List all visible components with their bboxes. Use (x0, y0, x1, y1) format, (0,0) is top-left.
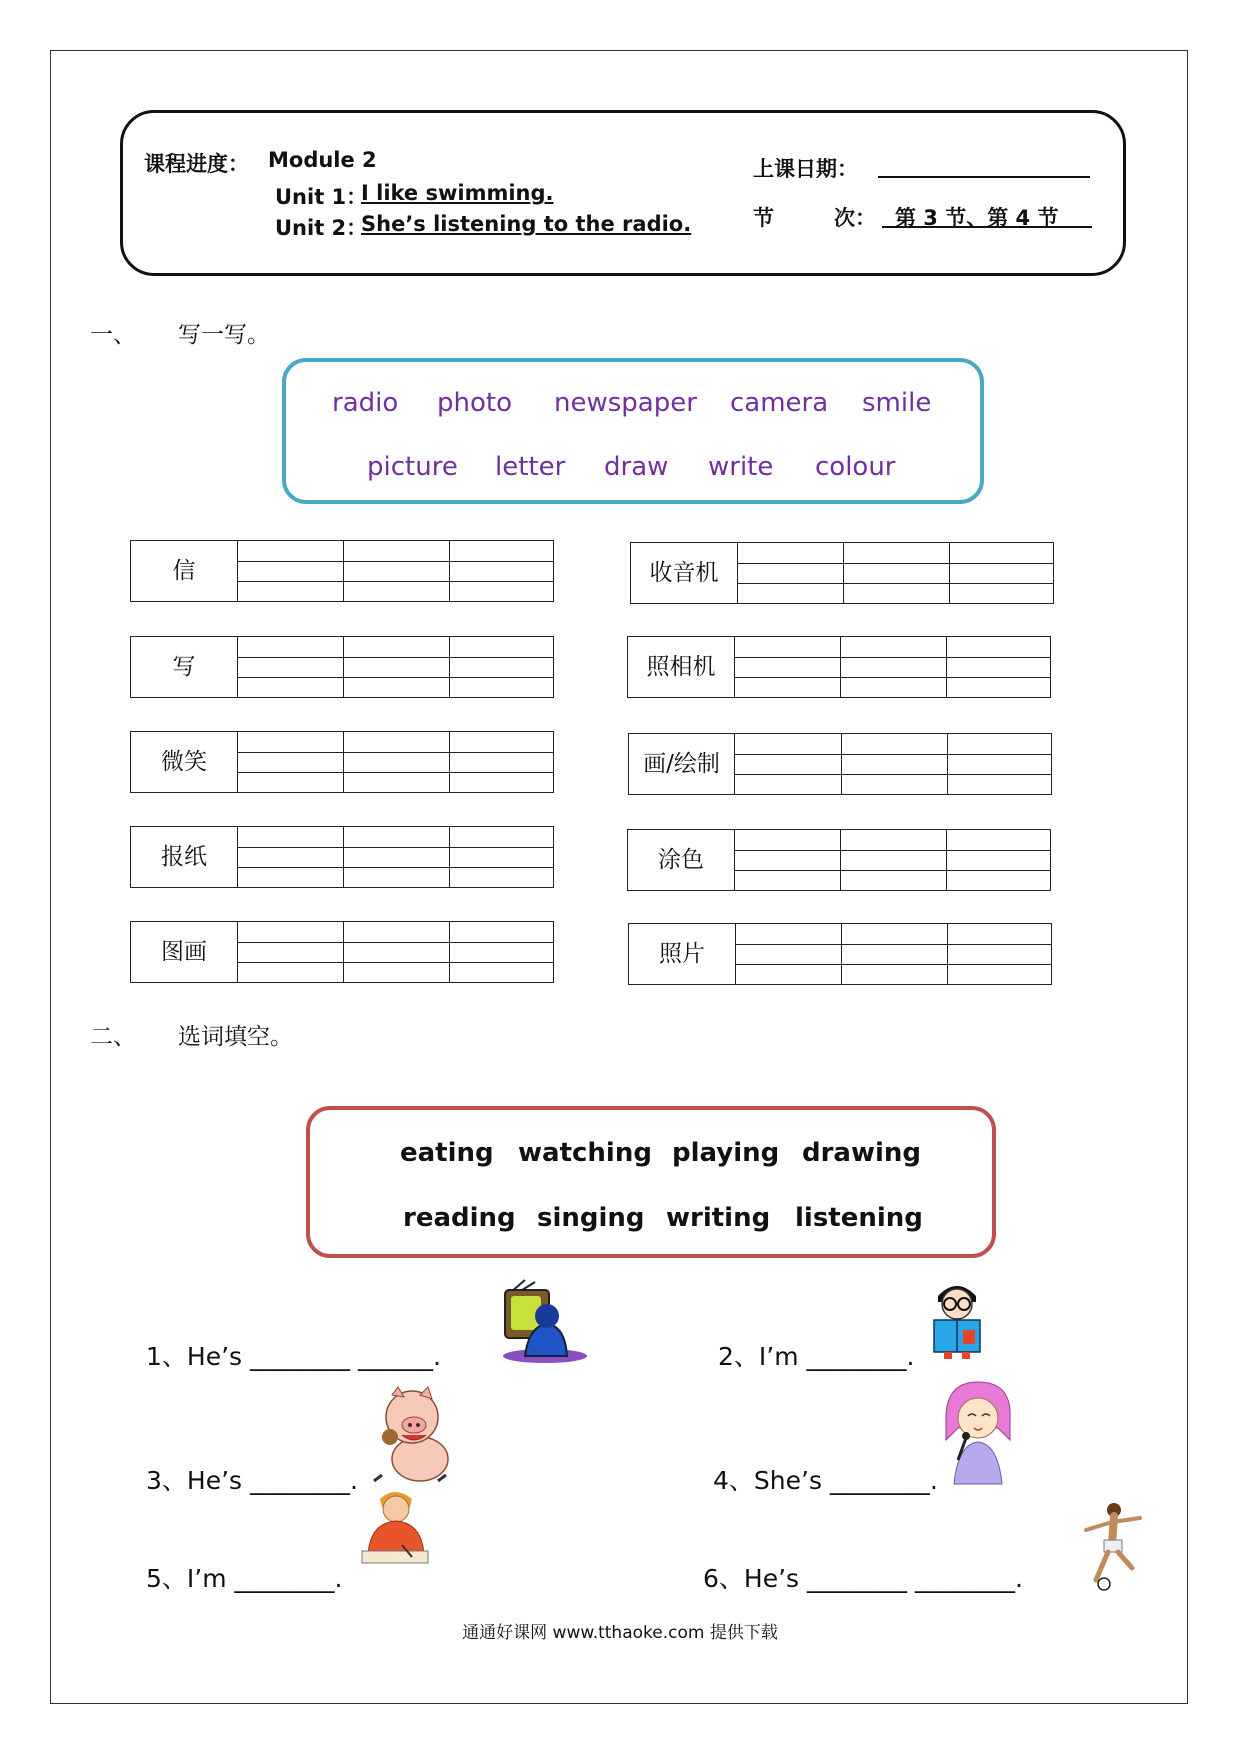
question-6[interactable] (703, 1559, 1023, 1595)
word-bank-2-word: reading (403, 1203, 516, 1233)
unit1-title: I like swimming. (361, 181, 554, 205)
football-player-icon (1074, 1500, 1146, 1592)
writing-cell-label: 写 (131, 637, 238, 697)
question-1[interactable] (146, 1337, 441, 1373)
writing-grid[interactable] (735, 734, 1051, 794)
writing-cell-label: 收音机 (631, 543, 738, 603)
writing-grid[interactable] (737, 543, 1053, 603)
writing-cell-right[interactable] (628, 733, 1052, 795)
word-bank-1 (282, 358, 984, 504)
word-bank-1-word: draw (604, 452, 669, 482)
writing-cell-left[interactable] (130, 826, 554, 888)
word-bank-1-word: smile (862, 388, 932, 418)
writing-cell-label: 图画 (131, 922, 238, 982)
word-bank-1-word: picture (367, 452, 458, 482)
word-bank-2-word: drawing (802, 1138, 922, 1168)
question-text: He’s ________ ________. (743, 1564, 1023, 1593)
word-bank-2-word: watching (518, 1138, 652, 1168)
word-bank-2-word: writing (666, 1203, 771, 1233)
word-bank-2-word: listening (795, 1203, 923, 1233)
question-5[interactable] (146, 1559, 342, 1595)
question-2[interactable] (718, 1337, 914, 1373)
word-bank-1-word: letter (495, 452, 566, 482)
writing-grid[interactable] (237, 732, 553, 792)
section2-heading (90, 1018, 293, 1051)
singing-girl-icon (940, 1378, 1016, 1488)
question-number: 6、 (703, 1564, 744, 1593)
writing-cell-label: 照片 (629, 924, 736, 984)
footer-text: 通通好课网 www.tthaoke.com 提供下载 (462, 1623, 778, 1643)
writing-grid[interactable] (237, 541, 553, 601)
writing-grid[interactable] (237, 637, 553, 697)
question-text: He’s ________ ______. (186, 1342, 441, 1371)
section1-number: 一、 (90, 322, 136, 348)
writing-cell-left[interactable] (130, 636, 554, 698)
lesson-value-underline (882, 226, 1092, 228)
lesson-label-1: 节 (753, 206, 774, 230)
writing-cell-right[interactable] (628, 923, 1052, 985)
writing-grid[interactable] (735, 924, 1051, 984)
writing-cell-left[interactable] (130, 921, 554, 983)
question-number: 5、 (146, 1564, 187, 1593)
lesson-label-2: 次： (834, 206, 876, 230)
word-bank-2-word: eating (400, 1138, 494, 1168)
question-3[interactable] (146, 1461, 358, 1497)
unit2-title: She’s listening to the radio. (361, 212, 692, 236)
writing-cell-label: 画/绘制 (629, 734, 735, 794)
word-bank-1-word: radio (332, 388, 399, 418)
question-text: I’m ________. (758, 1342, 915, 1371)
writing-cell-label: 涂色 (628, 830, 735, 890)
word-bank-1-word: colour (815, 452, 896, 482)
question-number: 3、 (146, 1466, 187, 1495)
module-label: Module 2 (268, 148, 377, 172)
section2-title: 选词填空。 (178, 1024, 293, 1050)
question-number: 4、 (713, 1466, 754, 1495)
unit2-label: Unit 2： (275, 216, 368, 240)
word-bank-1-word: newspaper (554, 388, 697, 418)
writing-cell-right[interactable] (627, 636, 1051, 698)
reading-boy-icon (930, 1280, 984, 1360)
date-label: 上课日期： (753, 157, 858, 181)
writing-cell-left[interactable] (130, 731, 554, 793)
progress-label: 课程进度： (144, 152, 249, 176)
writing-cell-label: 微笑 (131, 732, 238, 792)
writing-grid[interactable] (237, 922, 553, 982)
writing-grid[interactable] (237, 827, 553, 887)
writing-cell-right[interactable] (630, 542, 1054, 604)
writing-cell-label: 信 (131, 541, 238, 601)
question-number: 2、 (718, 1342, 759, 1371)
section2-number: 二、 (90, 1024, 136, 1050)
date-blank[interactable] (878, 176, 1090, 178)
word-bank-2-word: playing (672, 1138, 780, 1168)
writing-cell-label: 照相机 (628, 637, 735, 697)
section1-heading (90, 316, 270, 349)
lesson-value: 第 3 节、第 4 节 (895, 206, 1059, 230)
question-number: 1、 (146, 1342, 187, 1371)
question-text: She’s ________. (753, 1466, 938, 1495)
word-bank-1-word: photo (437, 388, 512, 418)
writing-cell-left[interactable] (130, 540, 554, 602)
word-bank-2 (306, 1106, 996, 1258)
word-bank-1-word: write (708, 452, 774, 482)
writing-boy-icon (358, 1485, 432, 1567)
eating-pig-icon (368, 1385, 454, 1489)
writing-cell-right[interactable] (627, 829, 1051, 891)
writing-grid[interactable] (734, 830, 1050, 890)
section1-title: 写一写。 (178, 322, 270, 348)
question-4[interactable] (713, 1461, 938, 1497)
writing-grid[interactable] (734, 637, 1050, 697)
question-text: He’s ________. (186, 1466, 358, 1495)
writing-cell-label: 报纸 (131, 827, 238, 887)
lesson-header-box (120, 110, 1126, 276)
unit1-label: Unit 1： (275, 185, 368, 209)
question-text: I’m ________. (186, 1564, 343, 1593)
word-bank-2-word: singing (537, 1203, 645, 1233)
tv-watching-boy-icon (485, 1278, 591, 1364)
word-bank-1-word: camera (730, 388, 829, 418)
